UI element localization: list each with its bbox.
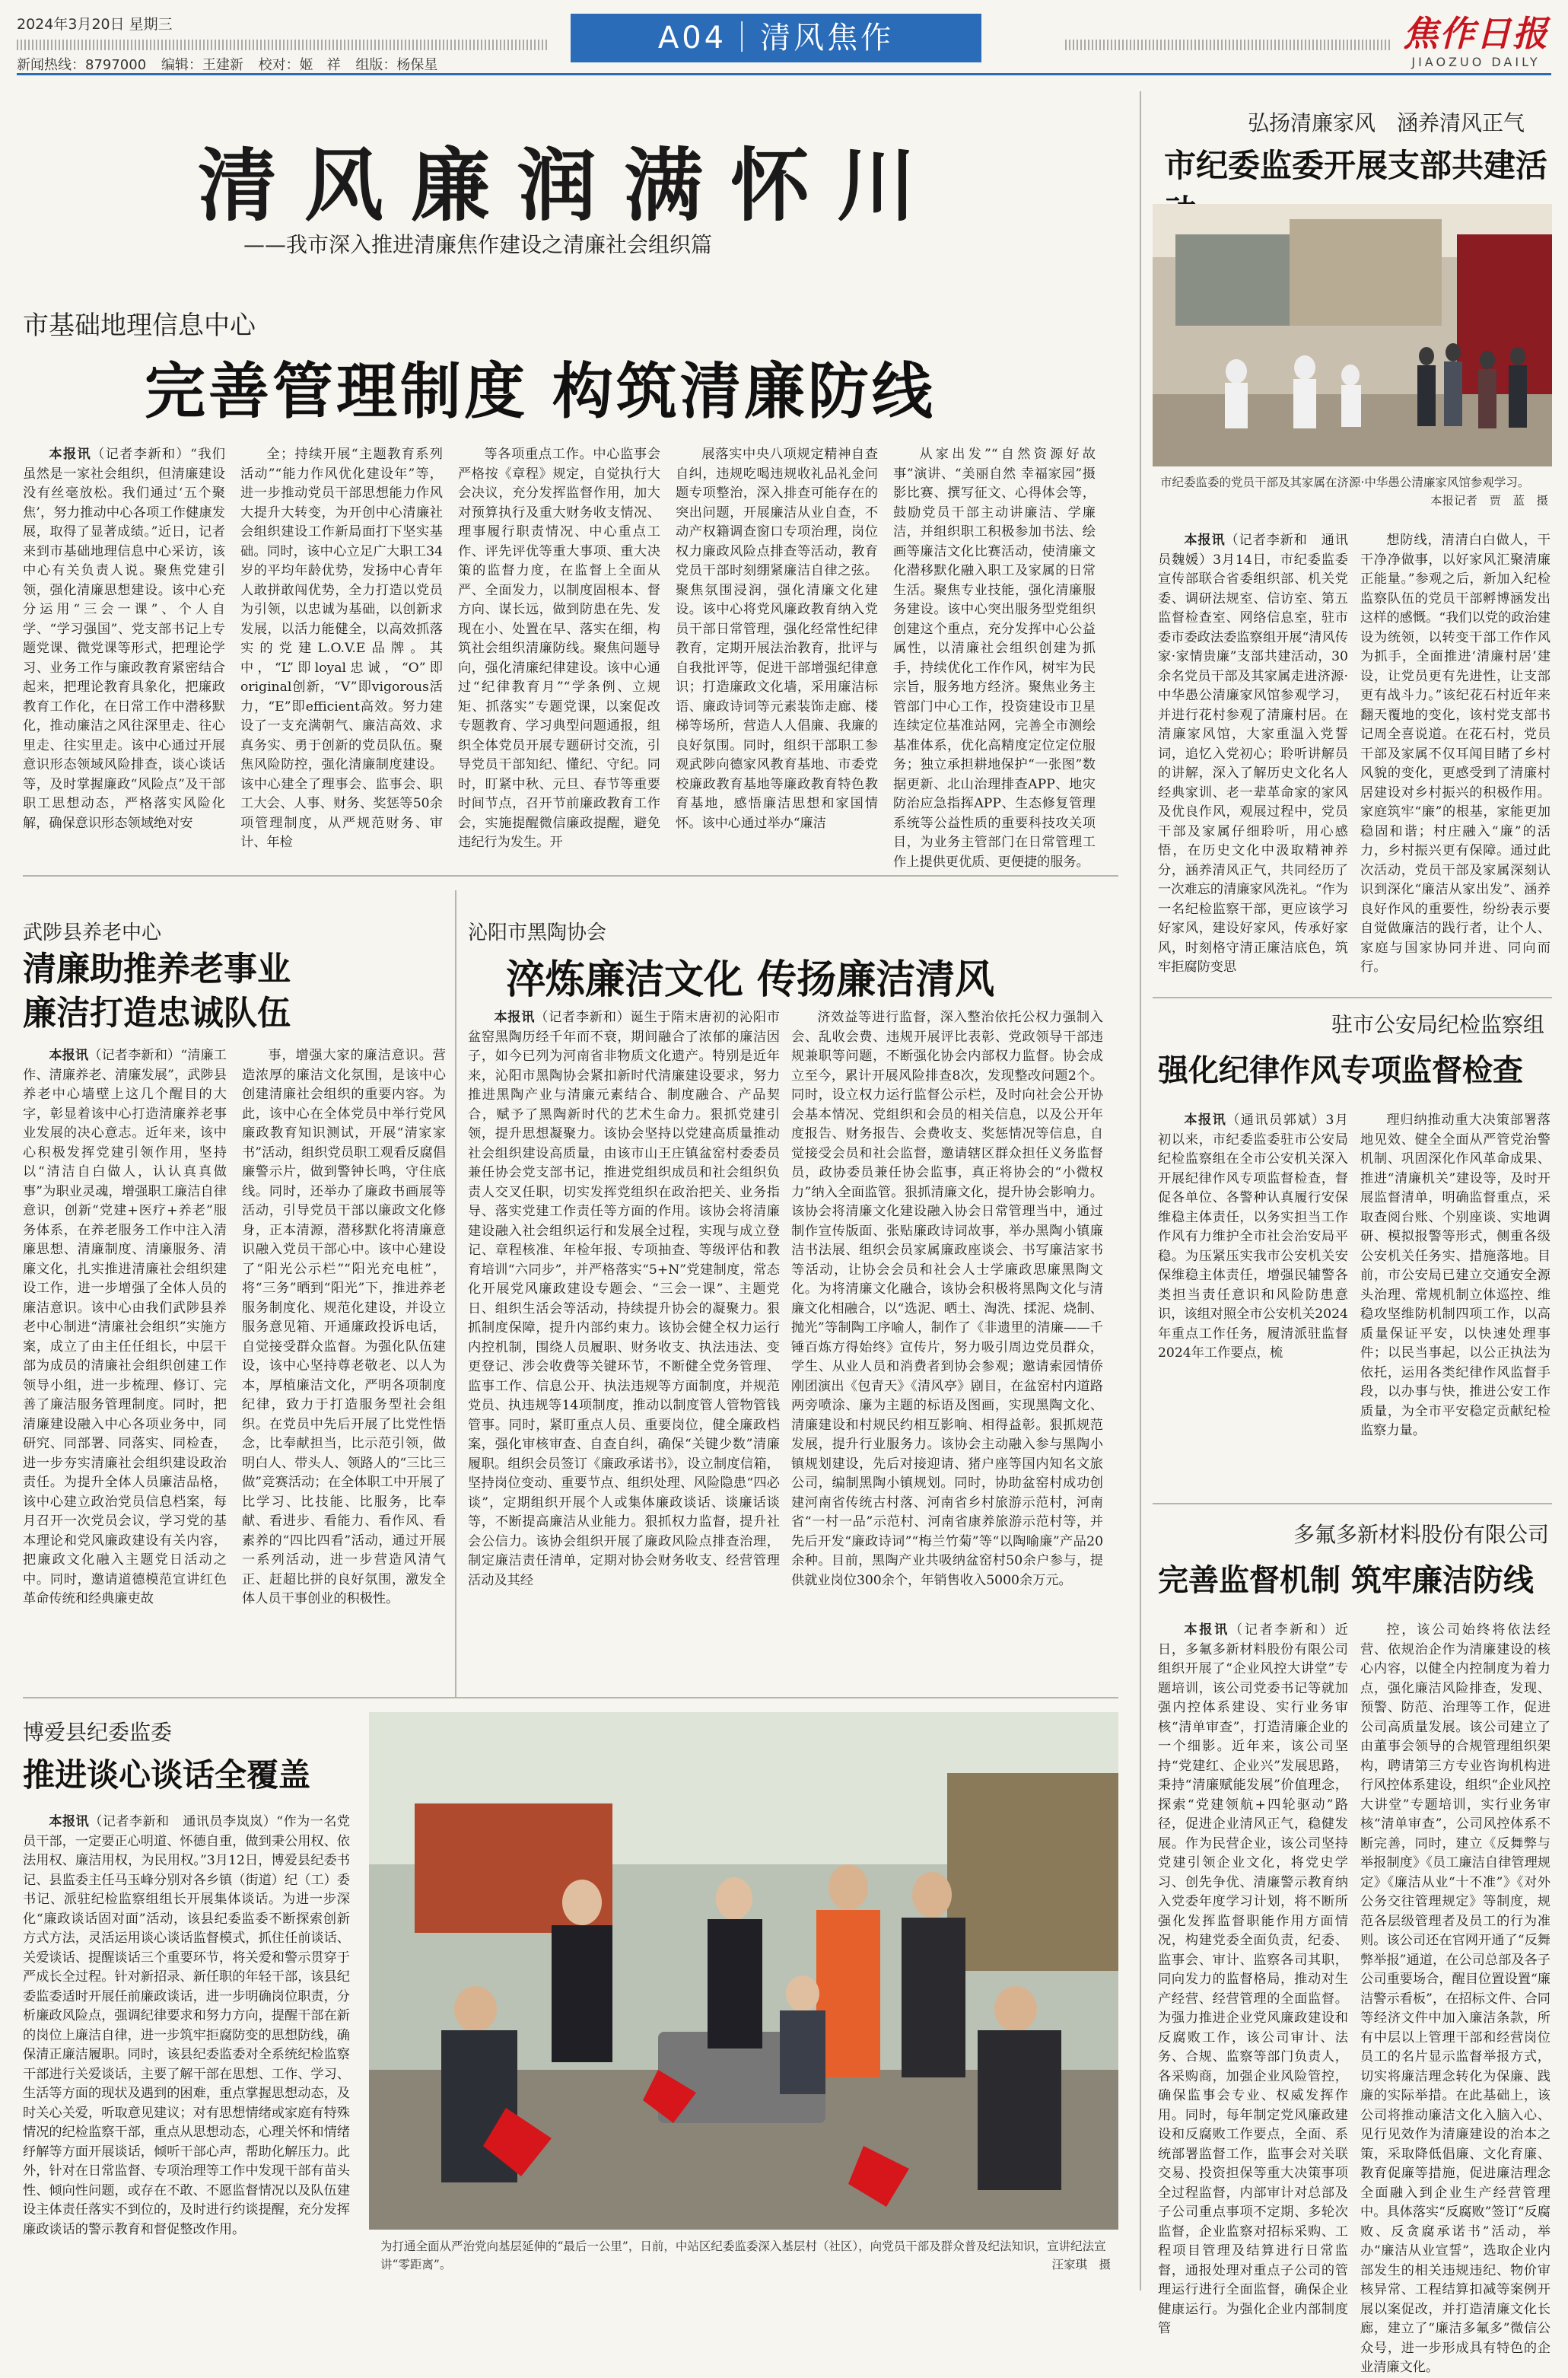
article7-photo-credit: 汪家琪 摄: [1051, 2258, 1111, 2271]
news-hotline: 新闻热线：8797000: [17, 57, 147, 73]
article1-title: 完善管理制度 构筑清廉防线: [145, 355, 936, 427]
article6-col1-text: 近日，多氟多新材料股份有限公司组织开展了“企业风控大讲堂”专题培训，该公司党委书记等就加强内控体系建设、实行业务审核“清单审查”，打造清廉企业的一个细影。近年来，该公司坚持“党建红、企业兴”发展思路，秉持“清廉赋能发展”价值理念，探索“党建领航+四轮驱动”路径，促进企业清风正气，稳健发展。作为民营企业，该公司坚持党建引领企业文化，将党史学习、创先争优、清廉警示教育纳入党委年度学习计划，将不断所强化发挥监督职能作用方面情况，构建党委全面负责，纪委、监事会、审计、监察各司其职，同向发力的监督格局，推动对生产经营、经营管理的全面监督。为强力推进企业党风廉政建设和反腐败工作，该公司审计、法务、合规、监察等部门负责人，各采购商，加强企业风险管控，确保监事会专业、权威发挥作用。同时，每年制定党风廉政建设和反腐败工作要点，全面、系统部署监督工作，监事会对关联交易、投资担保等重大决策事项全过程监督，内部审计对总部及子公司重点事项不定期、多轮次监督，企业监察对招标采购、工程项目管理及结算进行日常监督，通报处理对重点子公司的管理运行进行全面监督，确保企业健康运行。为强化企业内部制度管: [1158, 1622, 1348, 2336]
article7-kicker: 博爱县纪委监委: [23, 1720, 173, 1745]
issue-date: 2024年3月20日 星期三: [17, 16, 173, 33]
article1-col4: [676, 445, 878, 860]
article1-col3: [458, 445, 660, 860]
article-separator: [23, 875, 1118, 877]
article1-lead: 本报讯: [49, 447, 92, 462]
article2-photo-credit: 本报记者 贾 蓝 摄: [1430, 494, 1548, 508]
article5-kicker: 驻市公安局纪检监察组: [1331, 1012, 1545, 1037]
header-stripe-right: [1065, 40, 1392, 50]
article7-body-text: “作为一名党员干部，一定要正心明道、怀德自重，做到秉公用权、依法用权、廉洁用权，为民用权。”3月12日，博爱县纪委书记、县监委主任马玉峰分别对各乡镇（街道）纪（工）委书记、派驻纪检监察组组长开展集体谈话。为进一步深化“廉政谈话固对面”活动，该县纪委监委不断探索创新方式方法，灵活运用谈心谈话监督模式，抓住任前谈话、关爱谈话、提醒谈话三个重要环节，将关爱和警示贯穿于严成长全过程。针对新招录、新任职的年轻干部，该县纪委监委适时开展任前廉政谈话，进一步明确岗位职责，分析廉政风险点，强调纪律要求和努力方向，提醒干部在新的岗位上廉洁自律，进一步筑牢拒腐防变的思想防线，确保清正廉洁履职。同时，该县纪委监委对全系统纪检监察干部进行关爱谈话，主要了解干部在思想、工作、学习、生活等方面的现状及遇到的困难，重点掌握思想动态，及时关心关爱，听取意见建议；对有思想情绪或家庭有特殊情况的纪检监察干部，重点从思想动态，心理关怀和情绪纾解等方面开展谈话，倾听干部心声，帮助化解压力。此外，针对在日常监督、专项治理等工作中发现干部有苗头性、倾向性问题，或存在不敢、不愿监督情况以及队伍建设主体责任落实不到位的，及时进行约谈提醒，充分发挥廉政谈话的警示教育和督促整改作用。: [23, 1814, 350, 2237]
article2-lead: 本报讯: [1184, 533, 1226, 548]
article3-col2-text: 事，增强大家的廉洁意识。营造浓厚的廉洁文化氛围，是该中心创建清廉社会组织的重要内容。为此，该中心在全体党员中举行党风廉政教育知识测试，开展“清家家书”活动，组织党员职工观看反腐倡廉警示片，做到警钟长鸣，守住底线。同时，还举办了廉政书画展等活动，引导党员干部以廉政文化修身，正本清源，潜移默化将清廉意识融入党员干部心中。该中心建设了“阳光公示栏”“阳光充电桩”，将“三务”晒到“阳光”下，推进养老服务制度化、规范化建设，并设立服务意见箱、开通廉政投诉电话，自觉接受群众监督。为强化队伍建设，该中心坚持尊老敬老、以人为本，厚植廉洁文化，严明各项制度纪律，致力于打造服务型社会组织。在党员中先后开展了比党性悟念，比奉献担当，比示范引领，做明白人、带头人、领路人的“三比三做”竞赛活动；在全体职工中开展了比学习、比技能、比服务，比奉献、看进步、看能力、看作风、看素养的“四比四看”活动，通过开展一系列活动，进一步营造风清气正、赶超比拼的良好氛围，激发全体人员干事创业的积极性。: [242, 1048, 446, 1606]
article2-col2: [1360, 531, 1551, 975]
article4-byline: （记者李新和）: [535, 1010, 631, 1025]
article1-col4-text: 展落实中央八项规定精神自查自纠，违规吃喝违规收礼品礼金问题专项整治，深入排查可能存在的突出问题，开展廉洁从业自查，不动产权籍调查窗口专项治理，岗位权力廉政风险点排查等活动，教育党员干部时刻绷紧廉洁自律之弦。聚焦氛围浸润，强化清廉文化建设。该中心将党风廉政教育纳入党员干部日常管理，强化经常性纪律教育，定期开展法治教育，批评与自我批评等，促进干部增强纪律意识；打造廉政文化墙，采用廉洁标语、廉政诗词等元素装饰走廊、楼梯等场所，营造人人倡廉、我廉的良好氛围。同时，组织干部职工参观武陟向德家风教育基地、市委党校廉政教育基地等廉政教育特色教育基地，感悟廉洁思想和家国情怀。该中心通过举办“廉洁: [676, 447, 878, 831]
article7-photo: [369, 1712, 1118, 2230]
article4-lead: 本报讯: [494, 1010, 536, 1025]
article3-col2: [242, 1046, 446, 1682]
article5-col2: [1360, 1111, 1551, 1491]
editor: 编辑：王建新: [161, 57, 243, 73]
article2-byline: （记者李新和 通讯员魏媛）: [1158, 533, 1348, 568]
article3-title: [23, 947, 291, 1036]
article2-caption: [1160, 473, 1548, 510]
article7-caption-text: 为打通全面从严治党向基层延伸的“最后一公里”，日前，中站区纪委监委深入基层村（社区），向党员干部及群众普及纪法知识，宣讲纪法宣讲“零距离”。: [380, 2240, 1106, 2271]
article3-lead: 本报讯: [49, 1048, 89, 1063]
article6-col1: [1158, 1621, 1348, 2336]
feature-title: 清风廉润满怀川: [197, 138, 943, 232]
article6-lead: 本报讯: [1184, 1622, 1229, 1638]
article3-title-line1: 清廉助推养老事业: [23, 950, 291, 988]
article2-photo: [1153, 204, 1552, 466]
article2-kicker: 弘扬清廉家风 涵养清风正气: [1248, 110, 1525, 135]
logo-english: JIAOZUO DAILY: [1411, 55, 1541, 69]
article2-col2-text: 想防线，清清白白做人，干干净净做事，以好家风汇聚清廉正能量。”参观之后，新加入纪检监察队伍的党员干部孵博涵发出这样的感慨。“我们以党的政治建设为统领，以转变干部工作作风为抓手，全面推进‘清廉村居’建设，让党员更有先进性，让支部更有战斗力。”该纪花石村近年来翻天覆地的变化，该村党支部书记周全喜说道。在花石村，党员干部及家属不仅耳闻目睹了乡村风貌的变化，更感受到了清廉村居建设对乡村振兴的积极作用。家庭筑牢“廉”的根基，家能更加稳固和谐；村庄融入“廉”的活力，乡村振兴更有保障。通过此次活动，党员干部及家属深刻认识到深化“廉洁从家出发”、涵养良好作风的重要性，纷纷表示要自觉做廉洁的践行者，让个人、家庭与国家协同并进、同向而行。: [1360, 533, 1551, 975]
article3-col1-text: “清廉工作、清廉养老、清廉发展”，武陟县养老中心墙壁上这几个醒目的大字，彰显着该中心打造清廉养老事业发展的决心意志。近年来，该中心积极发挥党建引领作用，坚持以“清洁自白做人，认认真真做事”为职业灵魂，增强职工廉洁自律意识，创新“党建+医疗+养老”服务体系，在养老服务工作中注入清廉思想、清廉制度、清廉服务、清廉文化，扎实推进清廉社会组织建设工作，进一步增强了全体人员的廉洁意识。该中心由我们武陟县养老中心制进“清廉社会组织”实施方案，成立了由主任任组长，中层干部为成员的清廉社会组织创建工作领导小组，进一步梳理、修订、完善了廉洁服务管理制度。同时，把清廉建设融入中心各项业务中，同研究、同部署、同落实、同检查，进一步夯实清廉社会组织建设政治责任。为提升全体人员廉洁品格，该中心建立政治党员信息档案，每月召开一次党员会议，学习党的基本理论和党风廉政建设有关内容，把廉政文化融入主题党日活动之中。同时，邀请道德模范宣讲红色革命传统和经典廉吏故: [23, 1048, 227, 1606]
article2-title: 市纪委监委开展支部共建活: [1164, 147, 1548, 184]
article7-lead: 本报讯: [49, 1814, 90, 1829]
article3-kicker: 武陟县养老中心: [23, 922, 162, 944]
proofreader: 校对：姬 祥: [258, 57, 341, 73]
article4-col2-text: 济效益等进行监督，深入整治依托公权力强制入会、乱收会费、违规开展评比表彰、党政领导干部违规兼职等问题，不断强化协会内部权力监督。协会成立至今，累计开展风险排查8次，发现整改问题2个。同时，设立权力运行监督公示栏，及时向社会公开协会基本情况、党组织和会员的相关信息，以及公开年度报告、财务报告、会费收支、奖惩情况等信息，自觉接受会员和社会监督，邀请辖区群众担任义务监督员，政协委员兼任协会监事，真正将协会的“小微权力”纳入全面监管。狠抓清廉文化，提升协会影响力。该协会将清廉文化建设融入协会日常管理当中，通过制作宣传版面、张贴廉政诗词故事，举办黑陶小镇廉洁书法展、组织会员家属廉政座谈会、书写廉洁家书等活动，让协会会员和社会人士学廉政思廉黑陶文化。为将清廉文化融合，该协会积极将黑陶文化与清廉文化相融合，以“选泥、晒土、淘洗、揉泥、烧制、抛光”等制陶工序喻人，制作了《非遗里的清廉——千锤百炼方得始终》宣传片，努力吸引周边党员群众，学生、从业人员和消费者到协会参观；邀请索园情侨刚团演出《包青天》《清风亭》剧目，在盆窑村内道路两旁喷涂、廉为主题的标语及图画，实现黑陶文化、清廉建设和村规民约相互影响、相得益彰。狠抓规范发展，提升行业服务力。该协会主动融入参与黑陶小镇规划建设，先后对接迎请、猪户座等国内知名文旅公司，编制黑陶小镇规划。同时，协助盆窑村成功创建河南省传统古村落、河南省乡村旅游示范村，河南省“一村一品”示范村、河南省康养旅游示范村等，并先后开发“廉政诗词”“梅兰竹菊”等“以陶喻廉”产品20余种。目前，黑陶产业共吸纳盆窑村50余户参与，提供就业岗位300余个，年销售收入5000余万元。: [791, 1010, 1103, 1588]
article7-title: 推进谈心谈话全覆盖: [23, 1756, 311, 1794]
article5-byline: （通讯员郭斌）: [1226, 1113, 1326, 1128]
article6-col2-text: 控，该公司始终将依法经营、依规治企作为清廉建设的核心内容，以健全内控制度为着力点，强化廉洁风险排查，发现、预警、防范、治理等工作，促进公司高质量发展。该公司建立了由董事会领导的合规管理组织架构，聘请第三方专业咨询机构进行风控体系建设，组织“企业风控大讲堂”专题培训，实行业务审核“清单审查”，公司风控体系不断完善，同时，建立《反舞弊与举报制度》《员工廉洁自律管理规定》《廉洁从业“十不准”》《对外公务交往管理规定》等制度，规范各层级管理者及员工的行为准则。该公司还在官网开通了“反舞弊举报”通道，在公司总部及各子公司重要场合，醒目位置设置“廉洁警示看板”，在招标文件、合同等经济文件中加入廉洁条款，所有中层以上管理干部和经营岗位员工的名片显示监督举报方式，切实将廉洁理念转化为保廉、践廉的实际举措。在此基础上，该公司将推动廉洁文化入脑入心、见行见效作为清廉建设的治本之策，采取降低倡廉、文化育廉、教育促廉等措施，促进廉洁理念全面融入到企业生产经营管理中。具体落实“反腐败”签订“反腐败、反贪腐承诺书”活动，举办“廉洁从业宣誓”，选取企业内部发生的相关违规违纪、物价审核异常、工程结算扣减等案例开展以案促改，并打造清廉文化长廊，建立了“廉洁多氟多”微信公众号，进一步形成具有特色的企业清廉文化。: [1360, 1622, 1551, 2375]
article7-byline: （记者李新和 通讯员李岚岚）: [89, 1814, 277, 1829]
article3-col1: [23, 1046, 227, 1682]
article4-col2: [791, 1008, 1103, 1682]
article1-col5: [893, 445, 1096, 870]
article4-col1: [468, 1008, 780, 1682]
logo-chinese: 焦作日报: [1403, 13, 1549, 54]
article3-byline: （记者李新和）: [88, 1048, 181, 1063]
article-separator: [1153, 997, 1552, 998]
article4-col1-text: 诞生于隋末唐初的沁阳市盆窑黑陶历经千年而不衰，期间融合了浓郁的廉洁因子，如今已列为河南省非物质文化遗产。特别是近年来，沁阳市黑陶协会紧扣新时代清廉建设要求，努力推进黑陶产业与清廉元素结合、制度融合、产品契合，赋予了黑陶新时代的艺术生命力。狠抓党建引领，提升思想凝聚力。该协会坚持以党建高质量推动社会组织建设高质量，由该市山王庄镇盆窑村委委员兼任协会党支部书记，推进党组织成员和社会组织负责人交叉任职，切实发挥党组织在政治把关、业务指导、落实党建工作责任等方面的作用。该协会将清廉建设融入社会组织运行和发展全过程，实现与成立登记、章程核准、年检年报、专项抽查、等级评估和教育培训“六同步”，并严格落实“5+N”党建制度，常态化开展党风廉政建设专题会、“三会一课”、主题党日、组织生活会等活动，持续提升协会的凝聚力。狠抓制度保障，提升内部约束力。该协会健全权力运行内控机制，围绕人员履职、财务收支、执法违法、变更登记、涉会收费等关键环节，不断健全党务管理、监事工作、信息公开、执法违规等方面制度，并规范党员、执违规等14项制度，推动以制度管人管物管钱管事。同时，紧盯重点人员、重要岗位，健全廉政档案，强化审核审查、自查自纠，确保“关键少数”清廉履职。组织会员签订《廉政承诺书》，设立制度信箱，坚持岗位变动、重要节点、组织处理、风险隐患“四必谈”，定期组织开展个人或集体廉政谈话、谈廉话谈等，不断提高廉洁从业能力。狠抓权力监督，提升社会公信力。该协会组织开展了廉政风险点排查治理，制定廉洁责任清单，定期对协会财务收支、经营管理活动及其经: [468, 1010, 780, 1588]
article2-col1: [1158, 531, 1348, 975]
article-separator: [1153, 1503, 1552, 1504]
article4-title: 淬炼廉洁文化 传扬廉洁清风: [506, 957, 995, 1003]
article6-title: 完善监督机制 筑牢廉洁防线: [1158, 1562, 1534, 1598]
header-stripe: [17, 40, 549, 50]
museum-visit-photo: [1153, 204, 1552, 466]
article2-col1-text: 3月14日，市纪委监委宣传部联合省委组织部、机关党委、调研法规室、信访室、第五监督检查室、网络信息室，驻市委市委政法委监察组开展“清风传家·家情贵廉”支部共建活动，30余名党员干部及其家属走进济源·中华愚公清廉家风馆参观学习，并进行花村参观了清廉村居。在清廉家风馆，大家重温入党誓词，追忆入党初心；聆听讲解员的讲解，深入了解历史文化名人经典家训、老一辈革命家的家风及优良作风，观展过程中，党员干部及家属仔细聆听，用心感悟，在历史文化中汲取精神养分，涵养清风正气，共同经历了一次难忘的清廉家风洗礼。“作为一名纪检监察干部，更应该学习好家风，建设好家风，传承好家风，时刻格守清正廉洁底色，筑牢拒腐防变思: [1158, 552, 1348, 975]
article1-byline: （记者李新和）: [91, 447, 191, 462]
article1-col2-text: 全；持续开展“主题教育系列活动”“能力作风优化建设年”等，进一步推动党员干部思想能力作风大提升大转变，为开创中心清廉社会组织建设工作新局面打下坚实基础。同时，该中心立足广大职工34岁的平均年龄优势，发扬中心青年人敢拼敢闯优势，全力打造以党员为引领，以忠诚为基础，以创新求发展，以活力能健全，以高效抓落实的党建L.O.V.E品牌。其中，“L”即loyal忠诚，“O”即original创新，“V”即vigorous活力，“E”即efficient高效。努力建设了一支充满朝气、廉洁高效、求真务实、勇于创新的党员队伍。聚焦风险防控，强化清廉制度建设。该中心建全了理事会、监事会、职工大会、人事、财务、奖惩等50余项管理制度，从严规范财务、审计、年检: [240, 447, 443, 850]
article3-title-line2: 廉洁打造忠诚队伍: [23, 994, 291, 1033]
article5-title: 强化纪律作风专项监督检查: [1158, 1052, 1523, 1088]
article2-caption-text: 市纪委监委的党员干部及其家属在济源·中华愚公清廉家风馆参观学习。: [1160, 476, 1530, 489]
article1-kicker: 市基础地理信息中心: [23, 310, 256, 341]
newspaper-logo: [1400, 12, 1552, 69]
column-divider: [1140, 91, 1141, 2290]
article7-body: [23, 1813, 350, 2288]
article7-caption: [380, 2237, 1111, 2274]
article5-col1-text: 3月初以来，市纪委监委驻市公安局纪检监察组在全市公安机关深入开展纪律作风专项监督检查，督促各单位、各警种认真履行安保维稳主体责任，以务实担当工作作风有力维护全市社会治安局平稳。为压紧压实我市公安机关安保维稳主体责任，增强民辅警各类担当责任意识和风险防患意识，该组对照全市公安机关2024年重点工作任务，履清派驻监督2024年工作要点，梳: [1158, 1113, 1348, 1361]
article1-col3-text: 等各项重点工作。中心监事会严格按《章程》规定，自觉执行大会决议，充分发挥监督作用，加大对预算执行及重大财务收支情况、理事履行职责情况、中心重点工作、评先评优等重大事项、重大决策的监督力度，在监督上全面从严、全面发力，以制度固根本、督方向、谋长远，做到防患在先、发现在小、处置在早、落实在细，构筑社会组织清廉防线。聚焦问题导向，强化清廉纪律建设。该中心通过“纪律教育月”“学条例、立规矩、抓落实”专题党课，以案促改专题教育、学习典型问题通报，组织全体党员开展专题研讨交流，引导党员干部知纪、懂纪、守纪。同时，盯紧中秋、元旦、春节等重要时间节点，召开节前廉政教育工作会，实施提醒微信廉政提醒，避免违纪行为发生。开: [458, 447, 660, 850]
article4-kicker: 沁阳市黑陶协会: [468, 922, 607, 944]
article1-col5-text: 从家出发”“自然资源好故事”演讲、“美丽自然 幸福家园”摄影比赛、撰写征文、心得体会等，鼓励党员干部主动讲廉洁、学廉洁，并组织职工积极参加书法、绘画等廉洁文化比赛活动，使清廉文化潜移默化融入职工及家属的日常生活。聚焦专业技能，强化清廉服务建设。该中心突出服务型党组织创建这个重点，充分发挥中心公益属性，以清廉社会组织创建为抓手，持续优化工作作风，树牢为民宗旨，服务地方经济。聚焦业务主管部门中心工作，投资建设市卫星连续定位基准站网，完善全市测绘基准体系，优化高精度定位定位服务；独立承担耕地保护“一张图”数据更新、北山治理排查APP、地灾防治应急指挥APP、生态修复管理系统等公益性质的重要科技攻关项目，为业务主管部门在日常管理工作上提供更优质、更便捷的服务。: [893, 447, 1096, 870]
article5-col1: [1158, 1111, 1348, 1491]
article5-col2-text: 理归纳推动重大决策部署落地见效、健全全面从严管党治警机制、巩固深化作风革命成果、推进“清廉机关”建设等，及时开展监督清单，明确监督重点，采取查阅台账、个别座谈、实地调研、模拟报警等形式，侧重各级公安机关任务实、措施落地。目前，市公安局已建立交通安全源头治理、常规机制立体巡控、维稳攻坚维防机制四项工作，以高质量保证平安，以快速处理事件；以民当事起，以公正执法为依托，运用各类纪律作风监督手段，以办事与快，推进公安工作质量，为全市平安稳定贡献纪检监察力量。: [1360, 1113, 1551, 1438]
article1-col1: [23, 445, 225, 860]
column-divider: [455, 890, 456, 1697]
article5-lead: 本报讯: [1184, 1113, 1227, 1128]
article1-col2: [240, 445, 443, 860]
article6-byline: （记者李新和）: [1229, 1622, 1335, 1638]
layout-editor: 组版：杨保星: [355, 57, 438, 73]
feature-subtitle: ——我市深入推进清廉焦作建设之清廉社会组织篇: [243, 232, 713, 257]
article6-col2: [1360, 1621, 1551, 2375]
header-rule: [17, 73, 1551, 75]
article1-col1-text: “我们虽然是一家社会组织，但清廉建设没有丝毫放松。我们通过‘五个聚焦’，努力推动中心各项工作健康发展，取得了显著成绩。”近日，记者来到市基础地理信息中心采访，该中心有关负责人说。聚焦党建引领，强化清廉思想建设。该中心充分运用“三会一课”、个人自学、“学习强国”、党支部书记上专题党课、微党课等形式，把理论学习、业务工作与廉政教育紧密结合起来，把理论教育具象化，把廉政教育工作化，在日常工作中潜移默化，推动廉洁之风往深里走、往心里走、往实里走。该中心通过开展意识形态领域风险排查，谈心谈话等，及时掌握廉政“风险点”及干部职工思想动态，严格落实风险化解，确保意识形态领域绝对安: [23, 447, 225, 831]
community-outreach-photo: [369, 1712, 1118, 2230]
article-separator: [23, 1697, 1118, 1698]
article6-kicker: 多氟多新材料股份有限公司: [1293, 1522, 1550, 1547]
page-section-label: A04｜清风焦作: [571, 14, 981, 62]
